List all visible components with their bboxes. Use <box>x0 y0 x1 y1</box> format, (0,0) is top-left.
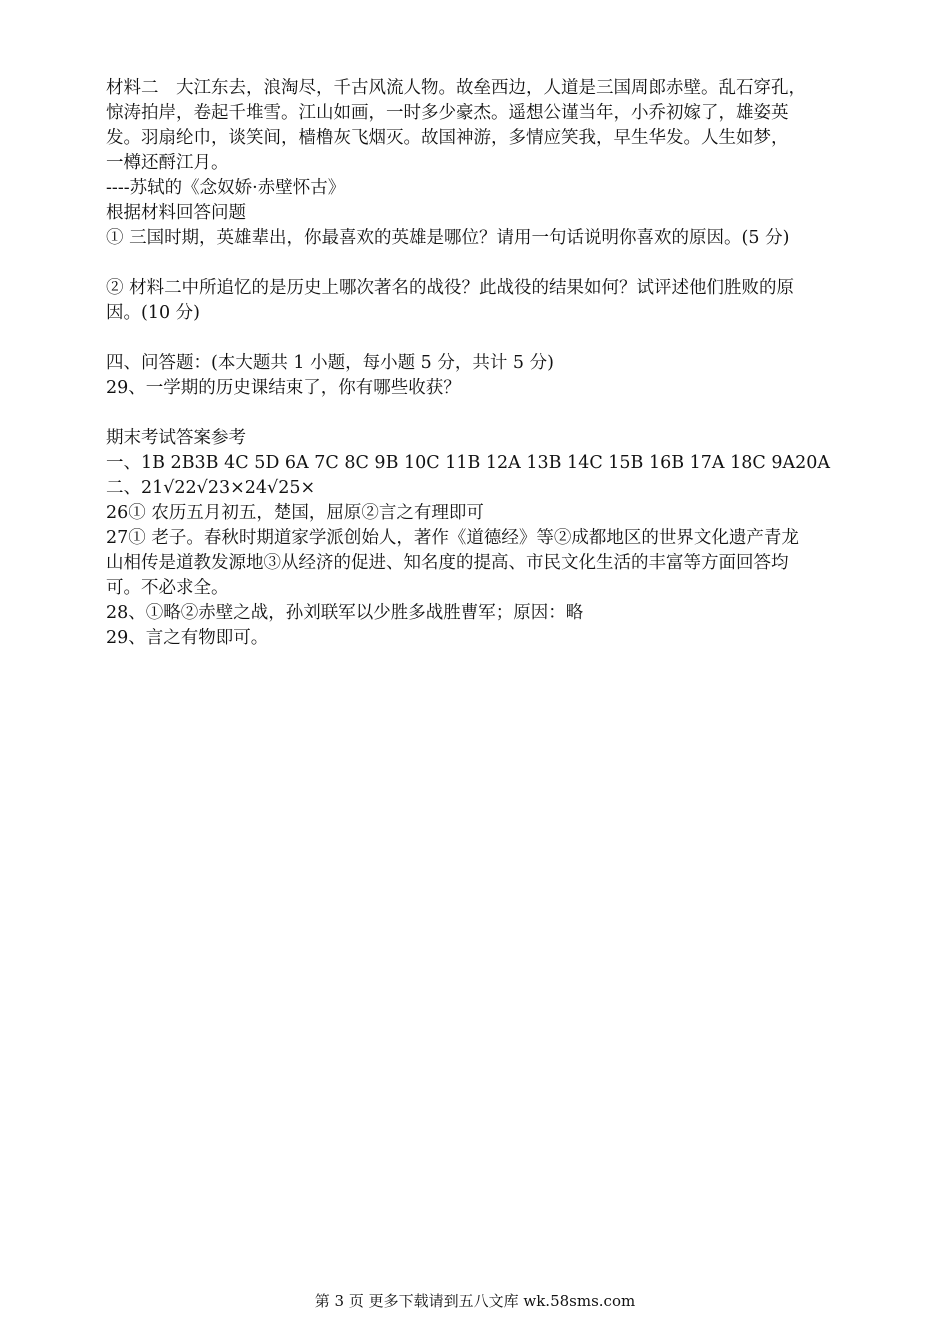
material-two <box>106 76 866 201</box>
question-2 <box>106 276 866 326</box>
answer-key <box>106 426 866 651</box>
section-four <box>106 351 866 401</box>
question-1: ① 三国时期，英雄辈出，你最喜欢的英雄是哪位？请用一句话说明你喜欢的原因。(5 分) <box>106 228 790 248</box>
material-line: 惊涛拍岸，卷起千堆雪。江山如画，一时多少豪杰。遥想公谨当年，小乔初嫁了，雄姿英 <box>106 103 789 123</box>
instruction-text: 根据材料回答问题 <box>106 203 246 223</box>
answer-28: 28、①略②赤壁之战，孙刘联军以少胜多战胜曹军；原因：略 <box>106 603 584 623</box>
material-source: ----苏轼的《念奴娇·赤壁怀古》 <box>106 178 346 198</box>
document-body <box>106 76 866 651</box>
question-29: 29、一学期的历史课结束了，你有哪些收获？ <box>106 378 461 398</box>
spacer <box>106 251 866 276</box>
spacer <box>106 401 866 426</box>
answer-27-line: 27① 老子。春秋时期道家学派创始人，著作《道德经》等②成都地区的世界文化遗产青龙 <box>106 528 799 548</box>
material-line: 发。羽扇纶巾，谈笑间，樯橹灰飞烟灭。故国神游，多情应笑我，早生华发。人生如梦， <box>106 128 789 148</box>
section-heading: 四、问答题：(本大题共 1 小题，每小题 5 分，共计 5 分) <box>106 353 554 373</box>
material-line: 一樽还酹江月。 <box>106 153 229 173</box>
answer-26: 26① 农历五月初五，楚国，屈原②言之有理即可 <box>106 503 484 523</box>
answer-27-line: 山相传是道教发源地③从经济的促进、知名度的提高、市民文化生活的丰富等方面回答均 <box>106 553 789 573</box>
answer-part-1: 一、1B 2B3B 4C 5D 6A 7C 8C 9B 10C 11B 12A 13B 14C 15B 16B 17A 18C 9A20A <box>106 453 831 473</box>
page-footer: 第 3 页 更多下载请到五八文库 wk.58sms.com <box>314 1292 636 1310</box>
question-2-line: ② 材料二中所追忆的是历史上哪次著名的战役？此战役的结果如何？试评述他们胜败的原 <box>106 278 795 298</box>
spacer <box>106 326 866 351</box>
answer-part-2: 二、21√22√23×24√25× <box>106 478 316 498</box>
material-line: 材料二 大江东去，浪淘尽，千古风流人物。故垒西边，人道是三国周郎赤壁。乱石穿孔， <box>106 78 806 98</box>
question-2-line: 因。(10 分) <box>106 303 200 323</box>
answer-29: 29、言之有物即可。 <box>106 628 269 648</box>
answer-title: 期末考试答案参考 <box>106 428 246 448</box>
answer-27-line: 可。不必求全。 <box>106 578 229 598</box>
